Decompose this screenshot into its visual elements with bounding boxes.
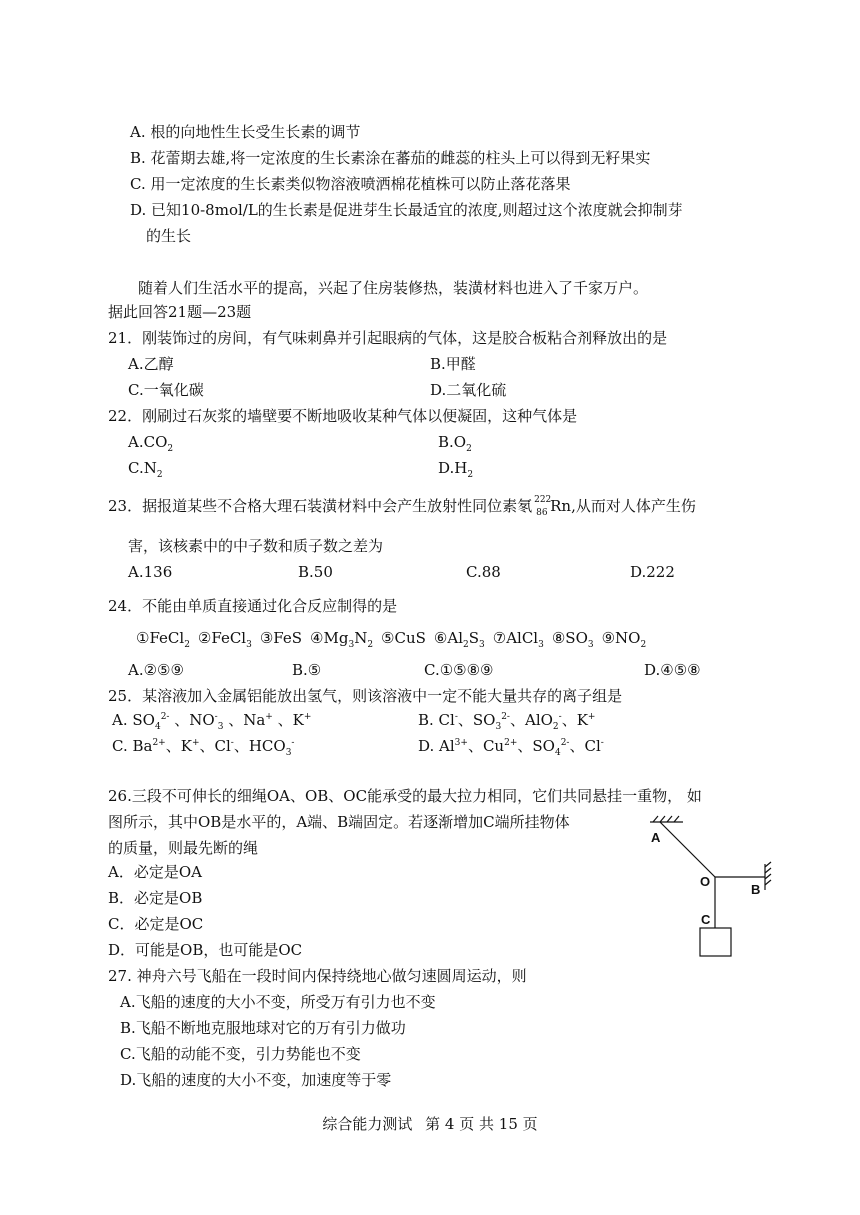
- q23-option-b: B.50: [298, 563, 333, 581]
- q24-option-b: B.⑤: [292, 661, 322, 679]
- footer-page-number: 第 4 页 共 15 页: [425, 1115, 538, 1133]
- q24-option-d: D.④⑤⑧: [644, 661, 701, 679]
- label-c: C: [701, 912, 711, 927]
- q20-option-c: C. 用一定浓度的生长素类似物溶液喷洒棉花植株可以防止落花落果: [130, 175, 571, 193]
- q25-option-c: C. $Ba^{2+}$、K+、Cl-、$HCO_3^-$: [112, 737, 295, 758]
- intro-line-1: 随着人们生活水平的提高，兴起了住房装修热，装潢材料也进入了千家万户。: [138, 279, 649, 297]
- footer-title: 综合能力测试: [322, 1115, 413, 1133]
- compound-item: ⑤CuS: [381, 629, 426, 647]
- q20-option-b: B. 花蕾期去雄,将一定浓度的生长素涂在蕃茄的雌蕊的柱头上可以得到无籽果实: [130, 149, 651, 167]
- q26-stem-line3: 的质量，则最先断的绳: [108, 839, 259, 857]
- compound-item: ③FeS: [259, 629, 303, 647]
- q20-option-a: A. 根的向地性生长受生长素的调节: [130, 123, 361, 141]
- q20-option-d-cont: 的生长: [146, 227, 192, 245]
- q23-option-c: C.88: [466, 563, 501, 581]
- compound-item: ⑦AlCl$_3$: [492, 629, 544, 650]
- q22-option-a: $A.CO_2$: [128, 433, 174, 454]
- intro-line-2: 据此回答21题—23题: [108, 303, 252, 321]
- rope-oa: [660, 822, 715, 877]
- q21-option-d: D.二氧化硫: [430, 381, 507, 399]
- q27-option-d: D.飞船的速度的大小不变，加速度等于零: [120, 1071, 392, 1089]
- q24-compound-list: [136, 628, 654, 648]
- compound-item: ②FeCl$_3$: [197, 629, 252, 650]
- label-b: B: [751, 882, 761, 897]
- label-o: O: [700, 874, 711, 889]
- q26-option-d: D．可能是OB，也可能是OC: [108, 941, 303, 959]
- q21-option-b: B.甲醛: [430, 355, 476, 373]
- q22-option-c: $C.N_2$: [128, 459, 163, 480]
- compound-item: $⑨NO_2$: [601, 629, 647, 650]
- q23-stem: 23．据报道某些不合格大理石装潢材料中会产生放射性同位素氡 222 86 Rn,从而对人体产生伤: [108, 495, 696, 518]
- q25-option-b: B. Cl-、$SO_3^{2-}$、AlO$_2$-、K+: [418, 711, 596, 732]
- q25-option-d: D. $Al^{3+}$、$Cu^{2+}$、$SO_4^{2-}$、Cl-: [418, 737, 604, 758]
- compound-item: $⑥Al_2S_3$: [433, 629, 485, 650]
- q25-stem: 25．某溶液加入金属铝能放出氢气，则该溶液中一定不能大量共存的离子组是: [108, 687, 623, 705]
- compound-item: ①FeCl$_2$: [136, 629, 190, 650]
- q24-option-a: A.②⑤⑨: [128, 661, 184, 679]
- q22-option-b: $B.O_2$: [438, 433, 472, 454]
- radon-nuclide: 222 86: [534, 495, 552, 518]
- q23-option-d: D.222: [630, 563, 675, 581]
- q25-option-a: A. $SO_4^{2-}$ 、$NO^-_3$ 、Na+ 、K+: [112, 711, 312, 732]
- q26-option-b: B．必定是OB: [108, 889, 203, 907]
- q21-option-c: C.一氧化碳: [128, 381, 204, 399]
- q27-stem: 27. 神舟六号飞船在一段时间内保持绕地心做匀速圆周运动，则: [108, 967, 527, 985]
- q26-stem-line2: 图所示，其中OB是水平的，A端、B端固定。若逐渐增加C端所挂物体: [108, 813, 570, 831]
- q22-stem: 22．刚刷过石灰浆的墙壁要不断地吸收某种气体以便凝固，这种气体是: [108, 407, 578, 425]
- page-footer: [0, 1114, 860, 1134]
- q26-option-c: C．必定是OC: [108, 915, 204, 933]
- q24-stem: 24．不能由单质直接通过化合反应制得的是: [108, 597, 398, 615]
- q20-option-d: D. 已知10-8mol/L的生长素是促进芽生长最适宜的浓度,则超过这个浓度就会抑制芽: [130, 201, 683, 219]
- q22-option-d: $D.H_2$: [438, 459, 474, 480]
- q27-option-b: B.飞船不断地克服地球对它的万有引力做功: [120, 1019, 406, 1037]
- q21-stem: 21．刚装饰过的房间，有气味刺鼻并引起眼病的气体，这是胶合板粘合剂释放出的是: [108, 329, 668, 347]
- q26-option-a: A．必定是OA: [108, 863, 202, 881]
- q23-option-a: A.136: [128, 563, 173, 581]
- compound-item: $⑧SO_3$: [551, 629, 594, 650]
- q21-option-a: A.乙醇: [128, 355, 174, 373]
- q24-option-c: C.①⑤⑧⑨: [424, 661, 494, 679]
- hanging-weight: [700, 928, 731, 956]
- q27-option-c: C.飞船的动能不变，引力势能也不变: [120, 1045, 361, 1063]
- q26-stem-line1: 26.三段不可伸长的细绳OA、OB、OC能承受的最大拉力相同，它们共同悬挂一重物， 如: [108, 787, 702, 805]
- q23-stem-line2: 害，该核素中的中子数和质子数之差为: [128, 537, 384, 555]
- q27-option-a: A.飞船的速度的大小不变，所受万有引力也不变: [120, 993, 436, 1011]
- compound-item: $④Mg_3N_2$: [310, 629, 374, 650]
- rope-force-diagram: [645, 810, 780, 960]
- label-a: A: [651, 830, 661, 845]
